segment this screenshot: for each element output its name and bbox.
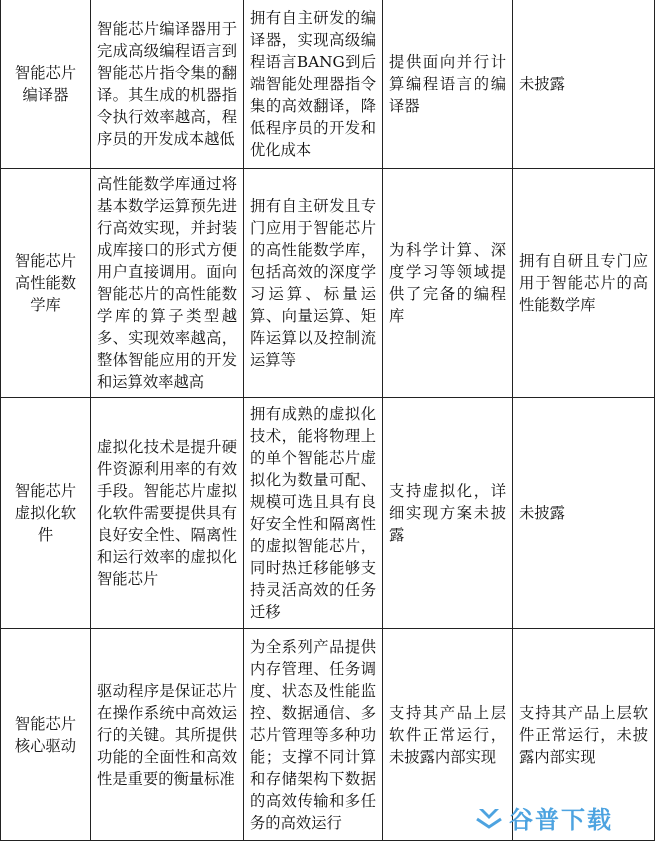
function-cell: 虚拟化技术是提升硬件资源利用率的有效手段。智能芯片虚拟化软件需要提供具有良好安全性、隔离性和运行效率的虚拟化智能芯片 <box>91 398 244 629</box>
download-logo-icon <box>475 807 503 829</box>
company-c-cell: 未披露 <box>513 398 655 629</box>
company-b-cell: 支持虚拟化，详细实现方案未披露 <box>383 398 513 629</box>
company-b-cell: 为科学计算、深度学习等领域提供了完备的编程库 <box>383 169 513 398</box>
company-c-cell: 拥有自研且专门应用于智能芯片的高性能数学库 <box>513 169 655 398</box>
row-name-cell: 智能芯片 高性能数 学库 <box>1 169 91 398</box>
row-name-cell: 智能芯片 虚拟化软 件 <box>1 398 91 629</box>
function-cell: 驱动程序是保证芯片在操作系统中高效运行的关键。其所提供功能的全面性和高效性是重要的衡量标准 <box>91 629 244 841</box>
watermark <box>475 800 613 835</box>
row-name-cell: 智能芯片 核心驱动 <box>1 629 91 841</box>
company-c-cell: 未披露 <box>513 0 655 169</box>
row-name-cell: 智能芯片 编译器 <box>1 0 91 169</box>
table-row <box>1 169 655 398</box>
company-c-cell: 支持其产品上层软件正常运行，未披露内部实现 <box>513 629 655 841</box>
company-b-cell: 支持其产品上层软件正常运行，未披露内部实现 <box>383 629 513 841</box>
function-cell: 智能芯片编译器用于完成高级编程语言到智能芯片指令集的翻译。其生成的机器指令执行效率越高，程序员的开发成本越低 <box>91 0 244 169</box>
function-cell: 高性能数学库通过将基本数学运算预先进行高效实现，并封装成库接口的形式方便用户直接调用。面向智能芯片的高性能数学库的算子类型越多、实现效率越高，整体智能应用的开发和运算效率越高 <box>91 169 244 398</box>
company-a-cell: 拥有成熟的虚拟化技术，能将物理上的单个智能芯片虚拟化为数量可配、规模可选且具有良好安全性和隔离性的虚拟智能芯片，同时热迁移能够支持灵活高效的任务迁移 <box>244 398 383 629</box>
watermark-text: 谷普下载 <box>509 806 613 834</box>
table-row <box>1 398 655 629</box>
table-row <box>1 0 655 169</box>
company-a-cell: 为全系列产品提供内存管理、任务调度、状态及性能监控、数据通信、多芯片管理等多种功能；支撑不同计算和存储架构下数据的高效传输和多任务的高效运行 <box>244 629 383 841</box>
company-a-cell: 拥有自主研发且专门应用于智能芯片的高性能数学库，包括高效的深度学习运算、标量运算、向量运算、矩阵运算以及控制流运算等 <box>244 169 383 398</box>
company-a-cell: 拥有自主研发的编译器，实现高级编程语言BANG到后端智能处理器指令集的高效翻译，降低程序员的开发和优化成本 <box>244 0 383 169</box>
company-b-cell: 提供面向并行计算编程语言的编译器 <box>383 0 513 169</box>
